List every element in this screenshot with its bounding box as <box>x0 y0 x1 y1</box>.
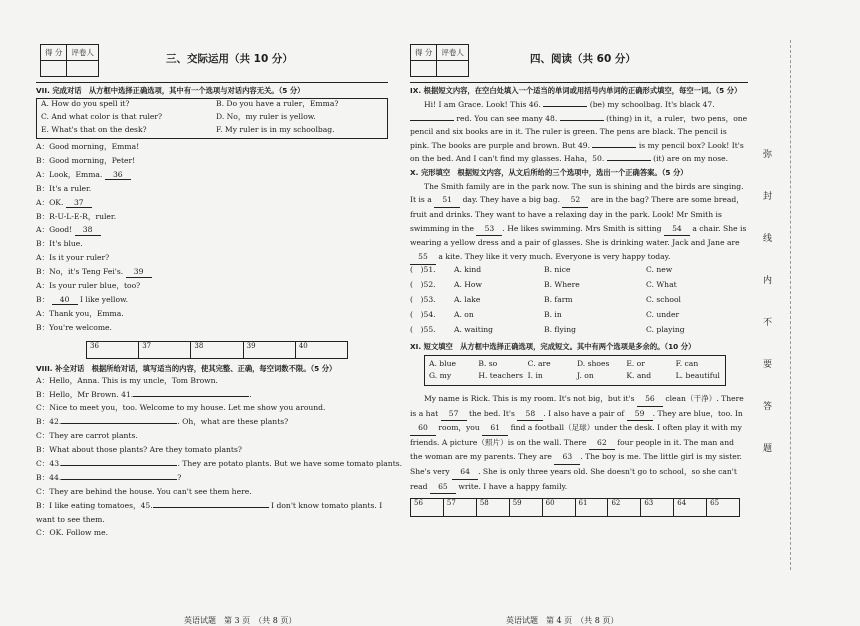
seal-char: 答 <box>763 402 773 412</box>
dialogue-line <box>36 403 388 417</box>
question-number[interactable]: ( )52. <box>410 279 436 289</box>
dialogue-text: B：R-U-L-E-R，ruler. <box>36 211 117 221</box>
option: E. What's that on the desk? <box>41 125 147 135</box>
answer-cell[interactable]: 39 <box>244 342 296 358</box>
answer-cell[interactable]: 40 <box>298 341 308 350</box>
dialogue-text: . Oh，what are these plants? <box>177 417 289 427</box>
question-row <box>410 310 748 325</box>
passage-text: red. You can see many 48. <box>454 113 560 123</box>
passage-text: is my pencil box? Look! It's on the bed. And I can't find my glasses. Haha，50. <box>410 140 744 164</box>
dialogue-text: B：What about those plants? Are they tomato plants? <box>36 445 242 455</box>
option: D. No，my ruler is yellow. <box>216 112 316 122</box>
dialogue-line <box>36 417 388 431</box>
dialogue-text: B：Hello，Mr Brown. 41. <box>36 389 134 399</box>
answer-blank[interactable]: 60 <box>410 421 436 436</box>
question-row <box>410 265 748 280</box>
dialogue-text: B：It's blue. <box>36 239 83 249</box>
word-option: E. or <box>626 358 645 368</box>
dialogue-text: ? <box>177 472 182 482</box>
score-cell[interactable] <box>41 61 67 77</box>
option: B. Do you have a ruler，Emma? <box>216 99 339 109</box>
answer-cell[interactable]: 64 <box>674 499 707 516</box>
question-number[interactable]: ( )54. <box>410 309 436 319</box>
dialogue-line <box>36 170 388 184</box>
answer-cell[interactable]: 57 <box>444 499 477 516</box>
section-title-4: 四、阅读（共 60 分） <box>530 53 636 65</box>
score-label: 得 分 <box>411 45 437 61</box>
dialogue-line <box>36 295 388 309</box>
passage-text: a kite. They like it very much. Everyone is very happy today. <box>436 252 671 262</box>
choice-c[interactable]: C. What <box>646 279 677 289</box>
dialogue-text: A：Is it your ruler? <box>36 253 110 263</box>
part11-answer-grid <box>410 498 740 517</box>
passage-text: find a football（足球）under the desk. I often play it with my friends. A picture（照片）is on the wall. There <box>410 423 742 447</box>
passage-text: . They are blue，too. In <box>652 408 743 418</box>
dialogue-line <box>36 281 388 295</box>
choice-a[interactable]: A. on <box>454 309 474 319</box>
dialogue-text: C：43. <box>36 459 62 469</box>
word-box-row <box>429 371 725 383</box>
answer-blank[interactable]: 54 <box>664 222 690 237</box>
choice-b[interactable]: B. farm <box>544 294 573 304</box>
answer-cell[interactable]: 63 <box>641 499 674 516</box>
choice-c[interactable]: C. under <box>646 309 680 319</box>
part11-heading: XI. 短文填空 从方框中选择正确选项，完成短文。其中有两个选项是多余的。（10 分） <box>410 341 696 351</box>
word-option: H. teachers <box>478 370 524 380</box>
answer-blank[interactable] <box>607 160 651 161</box>
option: A. How do you spell it? <box>41 99 130 109</box>
dialogue-line <box>36 267 388 281</box>
answer-cell[interactable]: 62 <box>608 499 641 516</box>
answer-blank[interactable] <box>133 396 249 397</box>
answer-blank[interactable] <box>61 423 177 424</box>
dialogue-line <box>36 459 403 473</box>
answer-cell[interactable]: 37 <box>139 342 191 358</box>
part11-passage <box>410 392 748 495</box>
question-row <box>410 280 748 295</box>
choice-b[interactable]: B. nice <box>544 264 571 274</box>
passage-text: four people in it. The man and the woman are my parents. They are <box>410 437 734 462</box>
seal-line <box>790 40 791 570</box>
dialogue-line <box>36 239 388 253</box>
answer-blank[interactable]: 59 <box>627 407 653 422</box>
answer-blank[interactable]: 36 <box>105 170 131 180</box>
choice-a[interactable]: A. How <box>454 279 483 289</box>
dialogue-line <box>36 528 388 542</box>
word-option: I. in <box>527 370 543 380</box>
dialogue-line <box>36 487 388 501</box>
question-number[interactable]: ( )55. <box>410 324 436 334</box>
divider <box>410 82 748 83</box>
answer-blank[interactable] <box>61 465 177 466</box>
answer-blank[interactable]: 52 <box>562 193 588 208</box>
answer-blank[interactable] <box>592 147 636 148</box>
answer-blank[interactable]: 51 <box>434 193 460 208</box>
part7-heading: VII. 完成对话 从方框中选择正确选项，其中有一个选项与对话内容无关。（5 分） <box>36 86 305 95</box>
passage-text: clean（干净）. There is a hat <box>410 393 744 418</box>
part11-word-box <box>424 355 726 386</box>
left-content <box>36 86 403 542</box>
answer-blank[interactable]: 58 <box>517 407 543 422</box>
part7-dialogue <box>36 142 388 336</box>
answer-blank[interactable]: 62 <box>589 436 615 451</box>
answer-cell[interactable]: 61 <box>576 499 609 516</box>
answer-blank[interactable]: 53 <box>476 222 502 237</box>
seal-char: 要 <box>763 360 773 370</box>
dialogue-text: C：Nice to meet you，too. Welcome to my house. Let me show you around. <box>36 403 326 413</box>
grader-label: 评卷人 <box>67 45 99 61</box>
passage-text: Hi! I am Grace. Look! This 46. <box>424 100 544 110</box>
answer-cell[interactable]: 60 <box>543 499 576 516</box>
answer-blank[interactable] <box>61 479 177 480</box>
passage-text: are in the bag? There are some bread，fruit and drinks. They want to have a relaxing day in the park. Look! Mr Smith is swimming in the <box>410 195 744 233</box>
page-footer-left: 英语试题 第 3 页 （共 8 页） <box>184 616 297 625</box>
choice-a[interactable]: A. kind <box>454 264 482 274</box>
question-number[interactable]: ( )51. <box>410 264 436 274</box>
option: F. My ruler is in my schoolbag. <box>216 125 335 135</box>
grader-label: 评卷人 <box>437 45 469 61</box>
answer-blank[interactable]: 38 <box>75 225 101 235</box>
dialogue-text: I don't know tomato plants. I <box>268 500 383 510</box>
dialogue-text: B：You're welcome. <box>36 322 112 332</box>
seal-char: 内 <box>763 276 773 286</box>
dialogue-line <box>36 473 388 487</box>
dialogue-text: want to see them. <box>36 514 105 524</box>
score-box-right <box>410 44 469 77</box>
passage-text: room，you <box>436 423 483 433</box>
choice-a[interactable]: A. waiting <box>454 324 493 334</box>
dialogue-line <box>36 445 388 459</box>
dialogue-text: C：They are behind the house. You can't see them here. <box>36 486 252 496</box>
word-option: F. can <box>675 358 699 368</box>
choice-b[interactable]: B. Where <box>544 279 580 289</box>
score-label: 得 分 <box>41 45 67 61</box>
passage-text: . She is only three years old. She doesn't go to school，so she can't read <box>410 467 737 491</box>
choice-c[interactable]: C. school <box>646 294 681 304</box>
passage-text: day. They have a big bag. <box>460 195 563 205</box>
dialogue-text: A：OK. <box>36 197 64 207</box>
answer-cell[interactable]: 59 <box>510 499 543 516</box>
dialogue-text: A：Hello，Anna. This is my uncle，Tom Brown. <box>36 375 218 385</box>
part7-options-box <box>36 98 388 139</box>
dialogue-line <box>36 431 388 445</box>
seal-char: 题 <box>763 444 773 454</box>
dialogue-line <box>36 501 388 515</box>
option: C. And what color is that ruler? <box>41 112 163 122</box>
answer-blank[interactable]: 64 <box>452 465 478 480</box>
answer-blank[interactable]: 56 <box>637 392 663 407</box>
dialogue-text: . <box>249 389 252 399</box>
word-option: B. so <box>478 358 498 368</box>
word-box-row <box>429 359 725 371</box>
passage-text: . I also have a pair of <box>543 408 627 418</box>
word-option: C. are <box>527 358 551 368</box>
dialogue-text: B：42. <box>36 417 62 427</box>
section-title-3: 三、交际运用（共 10 分） <box>166 53 293 65</box>
seal-char: 封 <box>763 192 773 202</box>
answer-cell[interactable]: 36 <box>87 342 139 358</box>
dialogue-line <box>36 515 388 529</box>
word-option: L. beautiful <box>675 370 720 380</box>
seal-char: 不 <box>763 318 773 328</box>
seal-char: 弥 <box>763 150 773 160</box>
page-footer-right: 英语试题 第 4 页 （共 8 页） <box>506 616 619 625</box>
dialogue-line <box>36 142 388 156</box>
dialogue-text: C：OK. Follow me. <box>36 528 109 538</box>
seal-char: 线 <box>763 234 773 244</box>
part9-heading: IX. 根据短文内容，在空白处填入一个适当的单词或用括号内单词的正确形式填空，每空一词。（5 分） <box>410 86 742 95</box>
dialogue-text: B：Good morning，Peter! <box>36 156 136 165</box>
part10-questions <box>410 265 748 340</box>
part10-heading: X. 完形填空 根据短文内容，从文后所给的三个选项中，选出一个正确答案。（5 分） <box>410 167 688 177</box>
choice-c[interactable]: C. new <box>646 264 673 274</box>
word-option: A. blue <box>429 358 456 368</box>
right-content <box>410 86 748 517</box>
passage-text: My name is Rick. This is my room. It's not big，but it's <box>424 393 637 403</box>
choice-a[interactable]: A. lake <box>454 294 481 304</box>
answer-blank[interactable]: 61 <box>482 421 508 436</box>
word-option: G. my <box>429 370 452 380</box>
answer-cell[interactable]: 56 <box>411 499 444 516</box>
word-option: K. and <box>626 370 652 380</box>
answer-blank[interactable]: 55 <box>410 250 436 265</box>
dialogue-line <box>36 376 388 390</box>
question-row <box>410 295 748 310</box>
part8-dialogue <box>36 375 403 543</box>
dialogue-text: A：Thank you，Emma. <box>36 308 124 318</box>
word-option: D. shoes <box>576 358 610 368</box>
answer-blank[interactable] <box>410 120 454 121</box>
dialogue-line <box>36 323 388 337</box>
dialogue-text: C：They are carrot plants. <box>36 431 138 441</box>
answer-blank[interactable]: 65 <box>430 480 456 495</box>
dialogue-text: B：It's a ruler. <box>36 183 92 193</box>
answer-blank[interactable]: 37 <box>66 198 92 208</box>
passage-text: . He likes swimming. Mrs Smith is sitting <box>502 223 664 233</box>
dialogue-line <box>36 309 388 323</box>
dialogue-text: A：Is your ruler blue，too? <box>36 281 141 291</box>
answer-blank[interactable]: 39 <box>126 267 152 277</box>
question-number[interactable]: ( )53. <box>410 294 436 304</box>
choice-b[interactable]: B. in <box>544 309 562 319</box>
dialogue-text: B：No，it's Teng Fei's. <box>36 267 124 277</box>
answer-blank[interactable]: 63 <box>554 450 580 465</box>
grader-cell[interactable] <box>67 61 99 77</box>
passage-text: (thing) in it，a ruler，two pens，one pencil and six books are in it. The ruler is green. The pens are black. The pencil is pink. The books are purple and brown. But 49. <box>410 113 748 150</box>
question-row <box>410 325 748 340</box>
passage-text: The Smith family are in the park now. The sun is shining and the birds are singing. It is a <box>410 181 744 205</box>
dialogue-text: . They are potato plants. But we have some tomato plants. <box>177 459 403 469</box>
answer-blank[interactable] <box>560 120 604 121</box>
part8-heading: VIII. 补全对话 根据所给对话，填写适当的内容，使其完整、正确，每空词数不限。（5 分） <box>36 363 337 373</box>
dialogue-line <box>36 390 388 404</box>
answer-blank[interactable]: 57 <box>441 407 467 422</box>
dialogue-text: B：44. <box>36 472 62 482</box>
passage-text: a chair. She is wearing a yellow dress and a pair of glasses. She is drinking water. Jack and Jane are <box>410 223 747 248</box>
answer-blank[interactable] <box>153 507 269 508</box>
passage-text: (it) are on my nose. <box>650 154 729 164</box>
divider <box>36 82 388 83</box>
answer-blank[interactable] <box>543 106 587 107</box>
choice-c[interactable]: C. playing <box>646 324 685 334</box>
passage-text: write. I have a happy family. <box>455 481 568 491</box>
answer-cell[interactable]: 58 <box>477 499 510 516</box>
dialogue-text: A：Look，Emma. <box>36 169 103 179</box>
answer-cell[interactable]: 38 <box>191 342 243 358</box>
dialogue-text: I like yellow. <box>77 294 129 304</box>
choice-b[interactable]: B. flying <box>544 324 576 334</box>
seal-line-notice <box>763 150 777 486</box>
dialogue-text: B： <box>36 294 50 304</box>
dialogue-text: A：Good! <box>36 225 73 235</box>
answer-blank[interactable]: 40 <box>52 295 78 305</box>
part7-answer-grid <box>86 341 348 359</box>
dialogue-line <box>36 212 388 226</box>
word-option: J. on <box>576 370 594 380</box>
score-cell[interactable] <box>411 61 437 77</box>
dialogue-line <box>36 198 388 212</box>
answer-cell[interactable]: 65 <box>710 499 720 508</box>
dialogue-line <box>36 253 388 267</box>
part9-passage <box>410 98 748 166</box>
dialogue-line <box>36 156 388 170</box>
grader-cell[interactable] <box>437 61 469 77</box>
passage-text: the bed. It's <box>466 408 518 418</box>
dialogue-text: A：Good morning，Emma! <box>36 142 140 152</box>
dialogue-line <box>36 225 388 239</box>
passage-text: (be) my schoolbag. It's black 47. <box>587 100 715 110</box>
dialogue-line <box>36 184 388 198</box>
score-box-left <box>40 44 99 77</box>
passage-text: . The boy is me. The little girl is my sister. She's very <box>410 452 742 477</box>
dialogue-text: B：I like eating tomatoes，45. <box>36 500 153 510</box>
part10-passage <box>410 180 748 265</box>
